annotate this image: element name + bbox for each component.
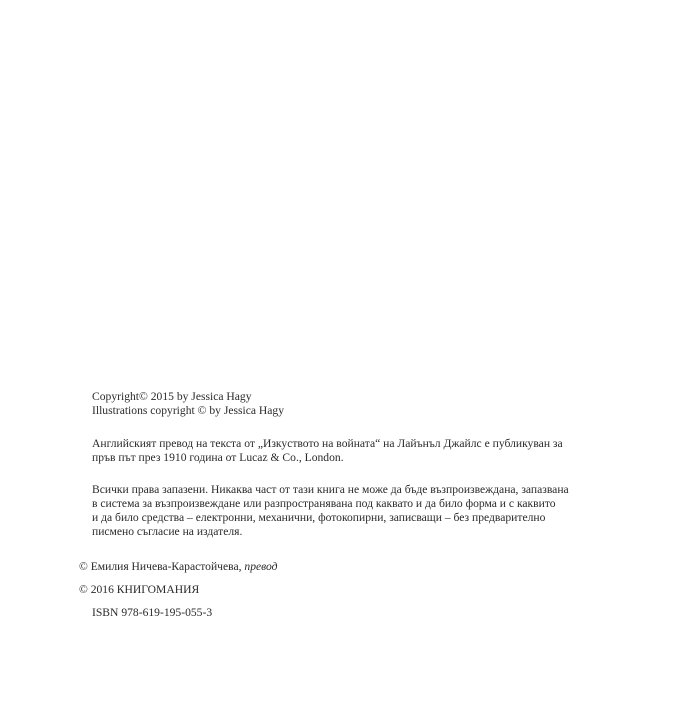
publisher-copyright: © 2016 КНИГОМАНИЯ [79,583,200,596]
translation-note [92,437,563,465]
translation-note-line: Английският превод на текста от „Изкуството на войната“ на Лайънъл Джайлс е публикуван за [92,437,563,450]
translation-note-line: пръв път през 1910 година от Lucaz & Co., London. [92,451,344,464]
copyright-block [92,390,284,418]
rights-line: Всички права запазени. Никаква част от тази книга не може да бъде възпроизвеждана, запазвана [92,483,569,496]
isbn: ISBN 978-619-195-055-3 [92,606,213,619]
translator-role: превод [244,560,278,573]
rights-line: в система за възпроизвеждане или разпространявана под каквато и да било форма и с каквито [92,497,556,510]
copyright-line: Copyright© 2015 by Jessica Hagy [92,390,252,403]
rights-line: писмено съгласие на издателя. [92,525,243,538]
translator-name: © Емилия Ничева-Карастойчева, [79,560,245,573]
illustrations-copyright-line: Illustrations copyright © by Jessica Hagy [92,404,285,417]
translator-credit [79,560,278,574]
rights-line: и да било средства – електронни, механични, фотокопирни, записващи – без предварително [92,511,546,524]
rights-reserved-block [92,483,569,539]
